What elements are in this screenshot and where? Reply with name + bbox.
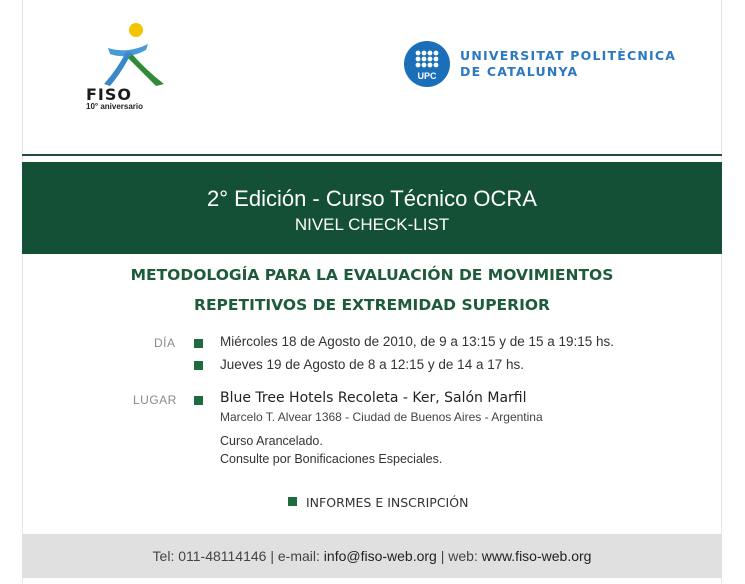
venue-name: Blue Tree Hotels Recoleta - Ker, Salón Marfil [220,390,527,406]
upc-name-line2: DE CATALUNYA [460,64,579,79]
headline-line1: METODOLOGÍA PARA LA EVALUACIÓN DE MOVIMIENTOS [130,266,614,284]
banner-title: 2° Edición - Curso Técnico OCRA [207,186,537,211]
upc-initials: UPC [417,71,437,81]
info-registration-link[interactable]: INFORMES E INSCRIPCIÓN [306,495,469,510]
footer-separator: | [270,548,274,564]
schedule-item-1: Miércoles 18 de Agosto de 2010, de 9 a 13:15 y de 15 a 19:15 hs. [220,334,615,349]
fiso-logo-text: FISO [86,85,133,104]
contact-footer [22,534,722,578]
venue-address: Marcelo T. Alvear 1368 - Ciudad de Buenos Aires - Argentina [220,410,543,424]
headline-line2: REPETITIVOS DE EXTREMIDAD SUPERIOR [194,296,550,314]
title-banner [22,162,722,254]
upc-name-line1: UNIVERSITAT POLITÈCNICA [460,48,677,63]
day-label: DÍA [154,336,176,350]
banner-subtitle: NIVEL CHECK-LIST [294,215,450,234]
header-divider [22,154,722,156]
venue-note-2: Consulte por Bonificaciones Especiales. [220,452,443,466]
footer-phone: Tel: 011-48114146 [152,548,267,564]
bullet-square-icon [194,339,203,348]
fiso-anniversary: 10° aniversario [86,102,144,111]
venue-label: LUGAR [133,393,177,407]
schedule-item-2: Jueves 19 de Agosto de 8 a 12:15 y de 14 a 17 hs. [220,357,524,372]
footer-separator: | [440,548,445,564]
footer-email-label: e-mail: [277,548,320,564]
bullet-square-icon [288,497,297,506]
footer-web-link[interactable]: www.fiso-web.org [481,548,592,564]
upc-logo-icon [404,41,450,87]
bullet-square-icon [194,361,203,370]
footer-email-link[interactable]: info@fiso-web.org [323,548,437,564]
footer-web-label: web: [448,548,478,564]
bullet-square-icon [194,396,203,405]
venue-note-1: Curso Arancelado. [220,434,323,448]
upc-name [460,48,676,80]
